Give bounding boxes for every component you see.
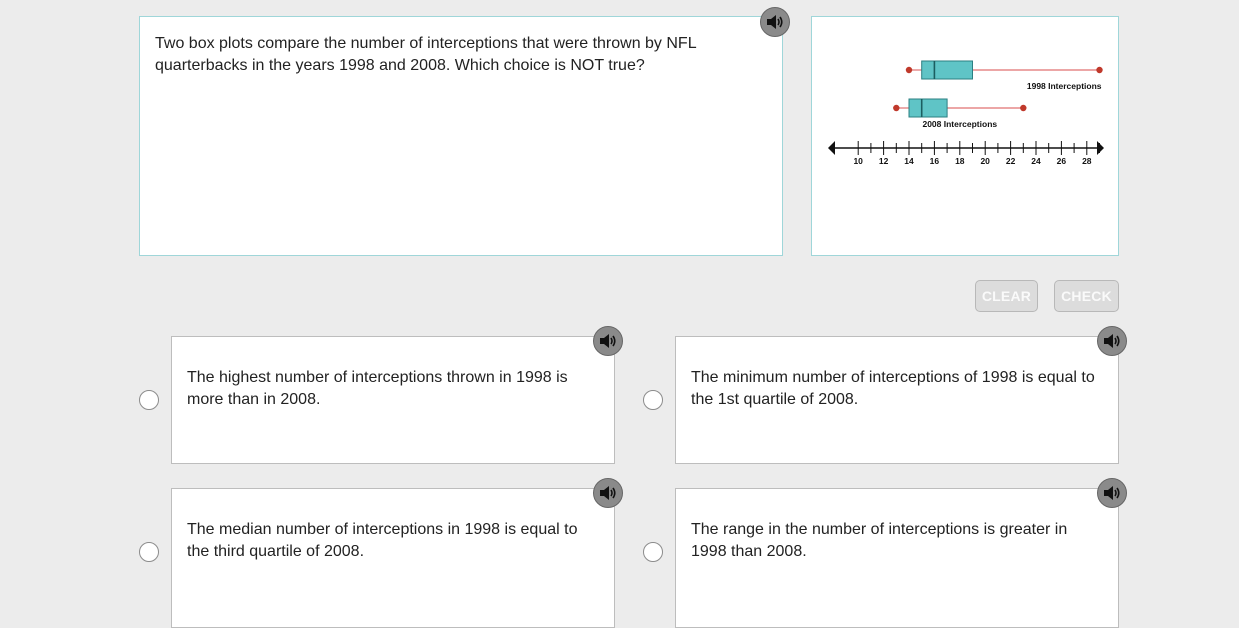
choice-1-text: The highest number of interceptions thrown in 1998 is more than in 2008.	[187, 369, 568, 408]
speaker-wave	[613, 488, 615, 498]
min-point	[906, 67, 912, 73]
tick-label: 22	[1005, 156, 1016, 166]
tick-label: 20	[980, 156, 990, 166]
max-point	[1096, 67, 1102, 73]
choice-3-card[interactable]	[171, 488, 615, 628]
number-line-right-arrow	[1097, 141, 1104, 155]
tick-label: 26	[1056, 156, 1067, 166]
speaker-body	[600, 486, 609, 500]
figure-panel	[811, 16, 1119, 256]
number-line-left-arrow	[828, 141, 835, 155]
choice-1-audio-button[interactable]	[593, 326, 623, 356]
choice-4-text: The range in the number of interceptions is greater in 1998 than 2008.	[691, 521, 1068, 560]
speaker-wave	[1115, 338, 1116, 344]
tick-label: 14	[904, 156, 914, 166]
choice-2-card[interactable]	[675, 336, 1119, 464]
choice-2-radio[interactable]	[643, 390, 663, 410]
max-point	[1020, 105, 1026, 111]
speaker-icon	[766, 14, 784, 30]
speaker-wave	[613, 336, 615, 346]
speaker-icon	[599, 333, 617, 349]
choice-4-card[interactable]	[675, 488, 1119, 628]
speaker-wave	[611, 490, 612, 496]
check-button[interactable]: CHECK	[1054, 280, 1119, 312]
choice-3-radio[interactable]	[139, 542, 159, 562]
question-text: Two box plots compare the number of interceptions that were thrown by NFL quarterbacks in the years 1998 and 2008. Which choice is NOT true?	[155, 35, 697, 74]
tick-label: 12	[878, 156, 889, 166]
speaker-body	[767, 15, 776, 29]
choice-1-radio[interactable]	[139, 390, 159, 410]
speaker-body	[1104, 334, 1113, 348]
speaker-body	[1104, 486, 1113, 500]
speaker-wave	[611, 338, 612, 344]
iqr-box	[922, 61, 973, 79]
box-plot-chart	[812, 17, 1118, 255]
speaker-wave	[1117, 488, 1119, 498]
clear-button[interactable]: CLEAR	[975, 280, 1038, 312]
choice-4-audio-button[interactable]	[1097, 478, 1127, 508]
speaker-wave	[780, 17, 782, 27]
tick-label: 24	[1031, 156, 1041, 166]
tick-label: 28	[1082, 156, 1092, 166]
choice-2-audio-button[interactable]	[1097, 326, 1127, 356]
question-panel	[139, 16, 783, 256]
speaker-icon	[1103, 485, 1121, 501]
speaker-icon	[599, 485, 617, 501]
speaker-body	[600, 334, 609, 348]
choice-2-text: The minimum number of interceptions of 1998 is equal to the 1st quartile of 2008.	[691, 369, 1095, 408]
tick-label: 16	[929, 156, 940, 166]
iqr-box	[909, 99, 947, 117]
speaker-wave	[1115, 490, 1116, 496]
choice-3-text: The median number of interceptions in 1998 is equal to the third quartile of 2008.	[187, 521, 578, 560]
tick-label: 10	[853, 156, 863, 166]
speaker-icon	[1103, 333, 1121, 349]
speaker-wave	[778, 19, 779, 25]
choice-1-card[interactable]	[171, 336, 615, 464]
speaker-wave	[1117, 336, 1119, 346]
series-label: 1998 Interceptions	[1026, 81, 1102, 91]
question-audio-button[interactable]	[760, 7, 790, 37]
choice-4-radio[interactable]	[643, 542, 663, 562]
choice-3-audio-button[interactable]	[593, 478, 623, 508]
series-label: 2008 Interceptions	[922, 119, 998, 129]
min-point	[893, 105, 899, 111]
tick-label: 18	[955, 156, 965, 166]
